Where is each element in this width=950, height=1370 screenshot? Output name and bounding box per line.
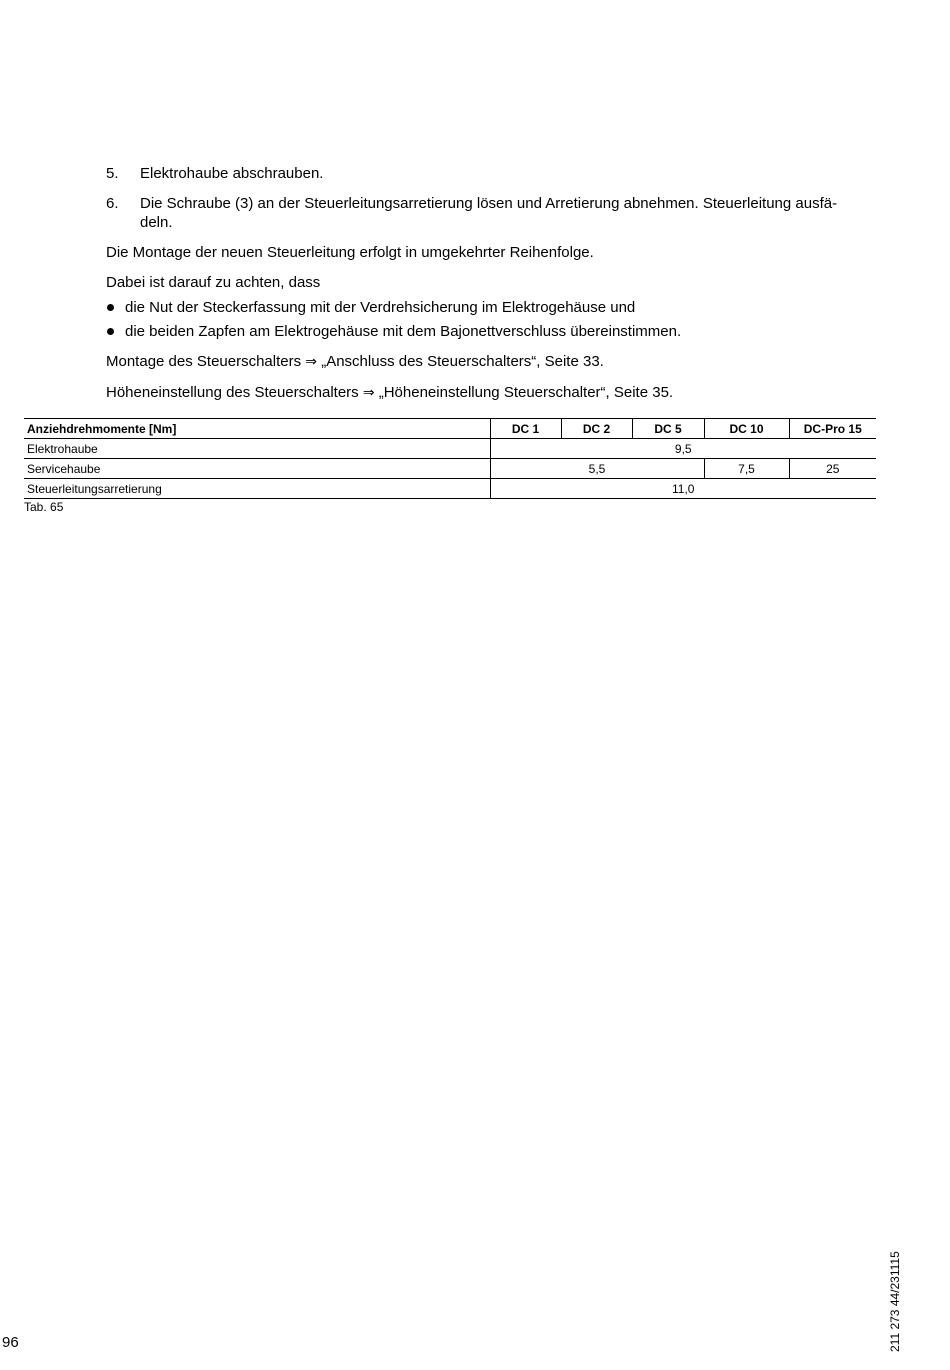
value-cell: 7,5 <box>704 459 789 479</box>
table-header-row <box>24 419 876 439</box>
step-6 <box>106 194 858 232</box>
mounting-paragraph: Die Montage der neuen Steuerleitung erfolgt in umgekehrter Reihenfolge. <box>106 244 594 261</box>
bullet-icon <box>107 304 114 311</box>
step-number: 5. <box>106 165 119 182</box>
bullet-item <box>106 298 858 317</box>
step-text: Die Schraube (3) an der Steuerleitungsarretierung lösen und Arretierung abnehmen. Steuerleitung ausfä-deln. <box>140 195 838 231</box>
reference-link[interactable]: „Anschluss des Steuerschalters“, Seite 33. <box>321 353 604 370</box>
bullet-icon <box>107 328 114 335</box>
value-cell: 25 <box>789 459 876 479</box>
bullet-text: die beiden Zapfen am Elektrogehäuse mit dem Bajonettverschluss übereinstimmen. <box>125 323 682 340</box>
header-cell: DC 2 <box>561 419 632 439</box>
reference-link[interactable]: „Höheneinstellung Steuerschalter“, Seite 35. <box>378 384 674 401</box>
page-number: 96 <box>2 1334 19 1351</box>
row-label: Elektrohaube <box>24 439 490 459</box>
header-cell: DC-Pro 15 <box>789 419 876 439</box>
row-label: Steuerleitungsarretierung <box>24 479 490 499</box>
header-cell: Anziehdrehmomente [Nm] <box>24 419 490 439</box>
bullet-item <box>106 322 858 341</box>
reference-prefix: Montage des Steuerschalters <box>106 353 302 370</box>
table-caption: Tab. 65 <box>24 500 64 514</box>
arrow-right-icon: ⇒ <box>362 385 375 401</box>
reference-height <box>106 383 858 403</box>
header-cell: DC 1 <box>490 419 561 439</box>
table-row <box>24 439 876 459</box>
instruction-content <box>106 164 858 414</box>
row-label: Servicehaube <box>24 459 490 479</box>
arrow-right-icon: ⇒ <box>305 354 318 370</box>
step-text: Elektrohaube abschrauben. <box>140 165 324 182</box>
bullet-text: die Nut der Steckerfassung mit der Verdrehsicherung im Elektrogehäuse und <box>125 299 636 316</box>
value-cell: 9,5 <box>490 439 876 459</box>
torque-table <box>24 418 876 499</box>
header-cell: DC 10 <box>704 419 789 439</box>
table-row <box>24 479 876 499</box>
value-cell: 11,0 <box>490 479 876 499</box>
value-cell: 5,5 <box>490 459 704 479</box>
reference-prefix: Höheneinstellung des Steuerschalters <box>106 384 359 401</box>
step-5 <box>106 164 858 183</box>
document-code: 211 273 44/231115 <box>888 1251 902 1352</box>
reference-mounting <box>106 352 858 372</box>
table-row <box>24 459 876 479</box>
header-cell: DC 5 <box>632 419 704 439</box>
step-number: 6. <box>106 195 119 212</box>
attention-paragraph: Dabei ist darauf zu achten, dass <box>106 274 321 291</box>
